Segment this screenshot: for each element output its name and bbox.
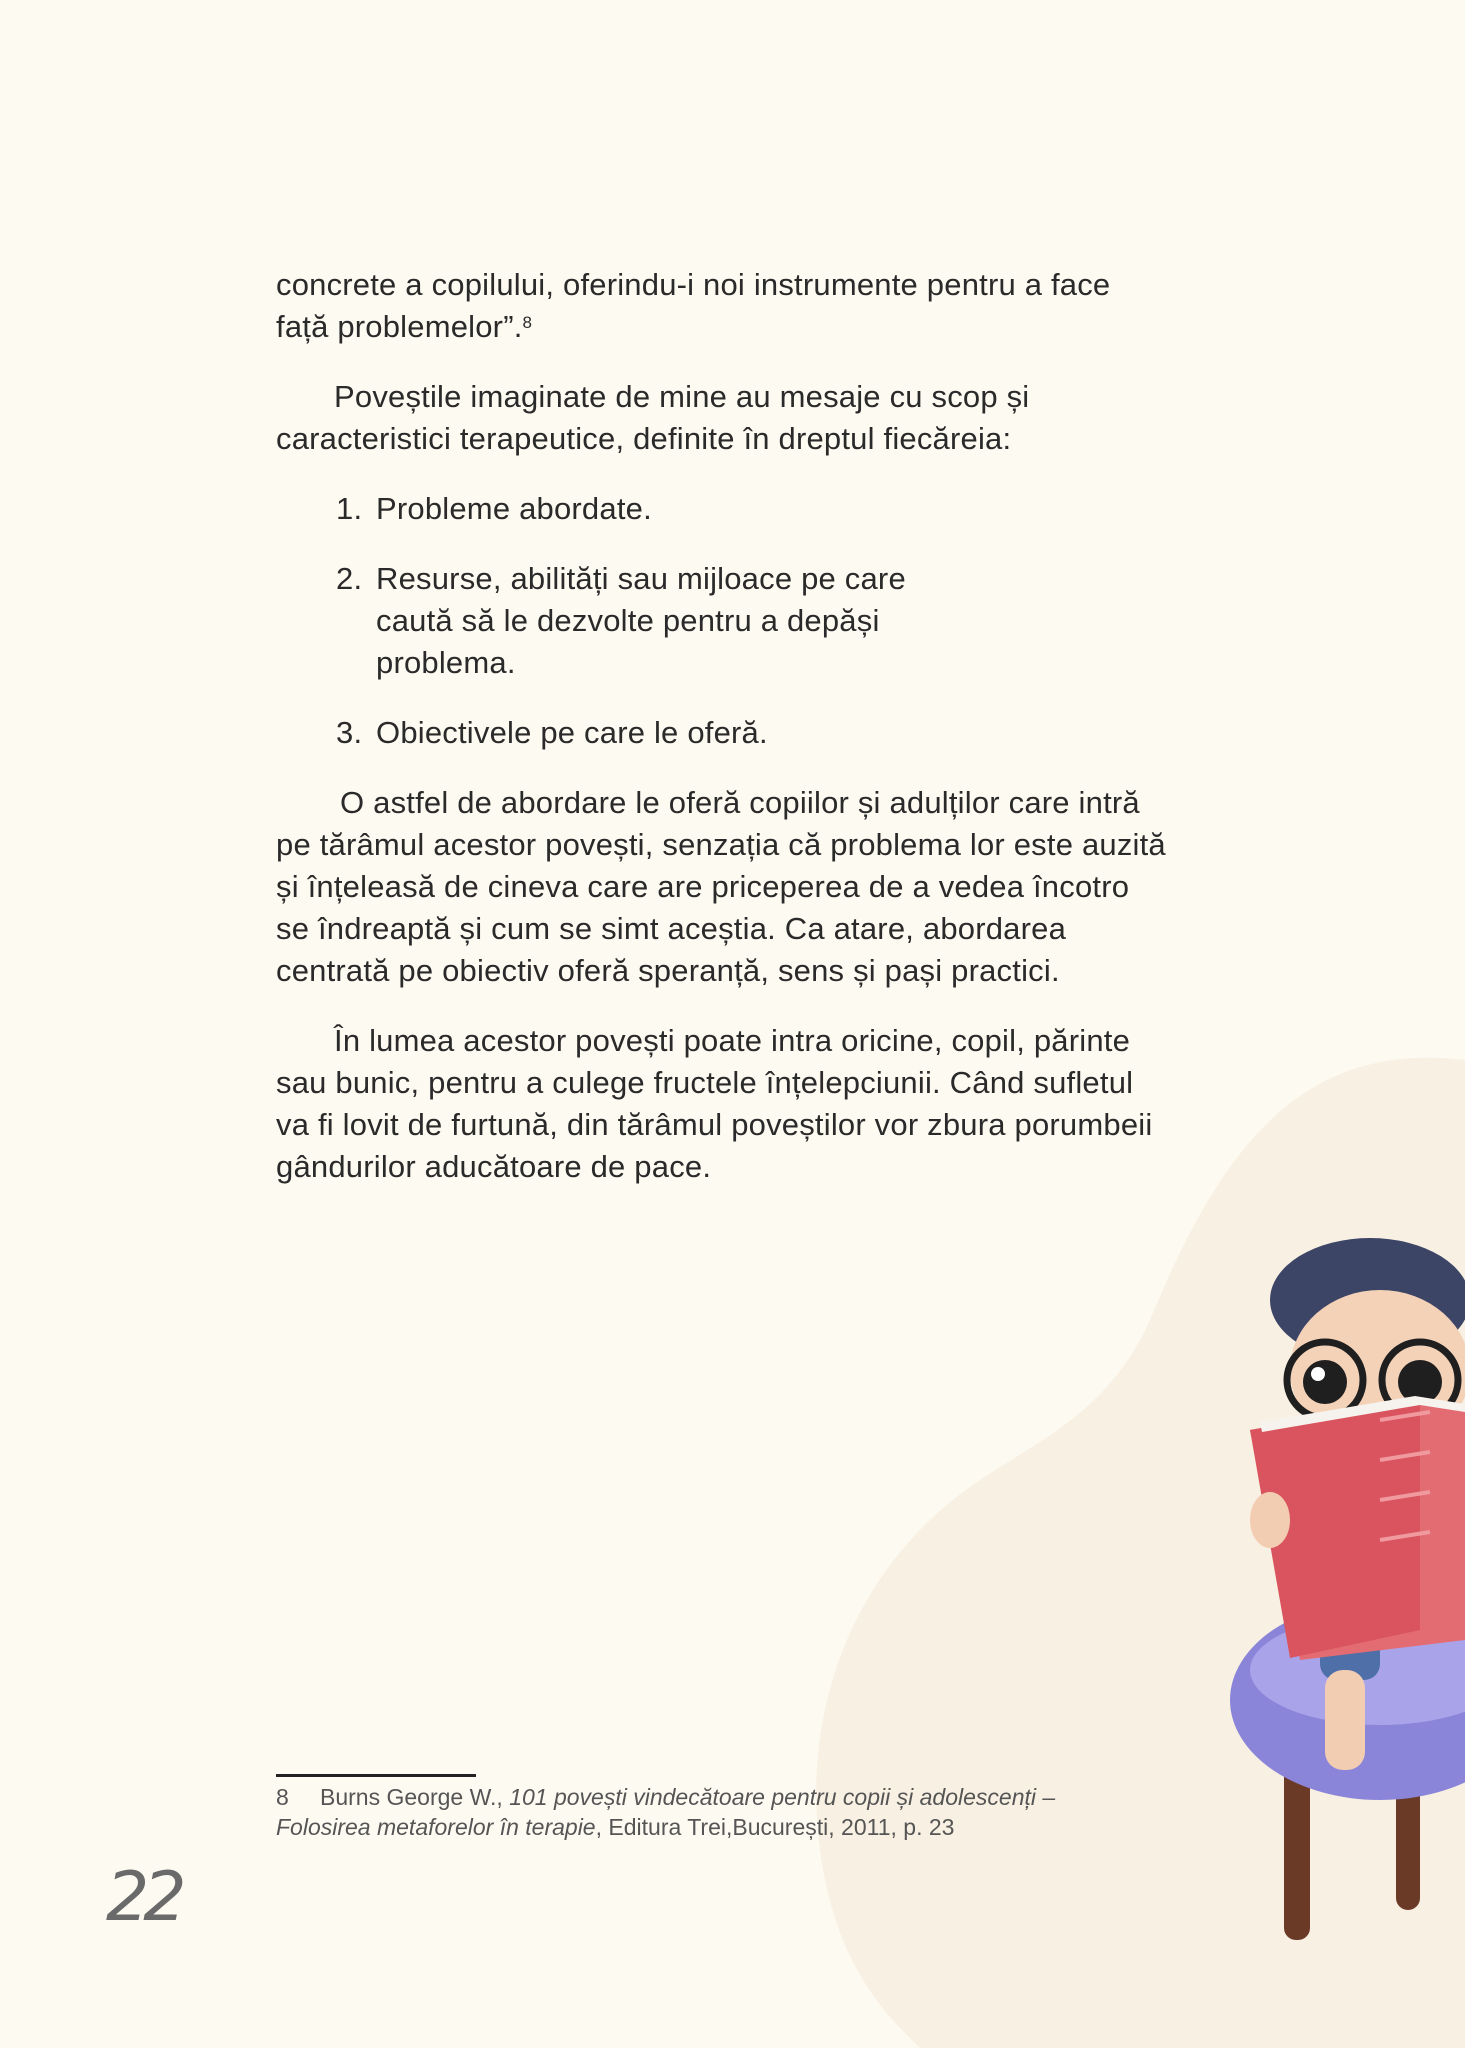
list-item [276,558,976,684]
list-item-number: 1. [336,491,363,526]
list-item-number: 3. [336,715,363,750]
footnote-publisher: , Editura Trei,București, 2011, p. 23 [595,1814,955,1840]
paragraph-1-text: concrete a copilului, oferindu-i noi instrumente pentru a face față problemelor”. [276,267,1111,344]
paragraph-3: O astfel de abordare le oferă copiilor și adulților care intră pe tărâmul acestor povești, senzația că problema lor este auzită și înțeleasă de cineva care are priceperea de a vedea încotro se îndreaptă și cum se simt aceștia. Ca atare, abordarea centrată pe obiectiv oferă speranță, sens și pași practici. [276,785,1166,988]
footnote-ref: 8 [522,313,533,332]
list-item-text: Resurse, abilități sau mijloace pe care caută să le dezvolte pentru a depăși problema. [376,561,906,680]
paragraph-1 [276,264,1166,348]
footnote-number: 8 [276,1784,289,1810]
list-item-number: 2. [336,561,363,596]
footnote [276,1782,1136,1842]
footnote-divider [276,1774,476,1777]
child-reading-illustration [1230,1200,1465,1960]
paragraph-2: Poveștile imaginate de mine au mesaje cu scop și caracteristici terapeutice, definite în dreptul fiecăreia: [276,379,1030,456]
paragraph-4: În lumea acestor povești poate intra oricine, copil, părinte sau bunic, pentru a culege fructele înțelepciunii. Când sufletul va fi lovit de furtună, din tărâmul poveștilor vor zbura porumbeii gândurilor aducătoare de pace. [276,1023,1153,1184]
numbered-list [276,488,1166,754]
list-item [276,712,1166,754]
footnote-author: Burns George W., [320,1784,510,1810]
footnote-title: 101 povești vindecătoare pentru copii și adolescenți – Folosirea metaforelor în terapie [276,1784,1056,1840]
page-number: 22 [106,1858,181,1937]
list-item-text: Probleme abordate. [376,491,652,526]
list-item [276,488,1166,530]
list-item-text: Obiectivele pe care le oferă. [376,715,768,750]
main-text [276,264,1166,1216]
